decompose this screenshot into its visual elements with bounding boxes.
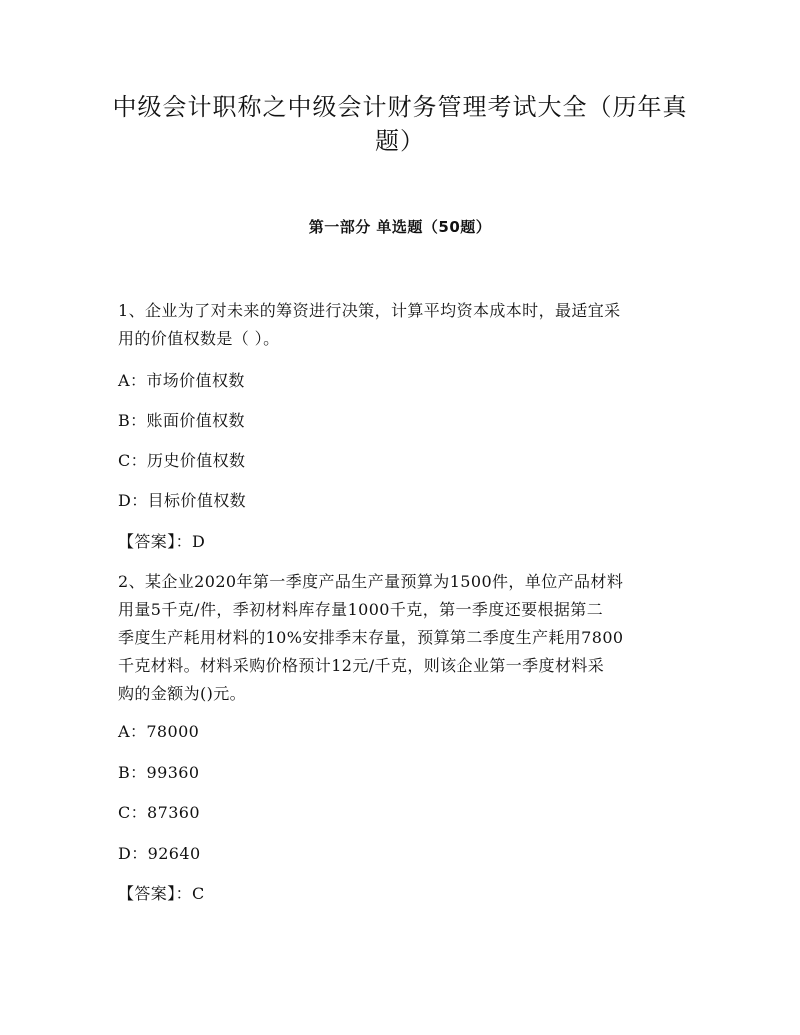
question-1-answer: 【答案】：D: [118, 532, 206, 551]
question-1-option-b: B：账面价值权数: [118, 411, 245, 430]
question-2-option-d: D：92640: [118, 844, 201, 863]
question-1-stem-line-1: 1、企业为了对未来的筹资进行决策，计算平均资本成本时，最适宜采: [118, 301, 621, 320]
question-2-stem-line-1: 2、某企业2020年第一季度产品生产量预算为1500件，单位产品材料: [118, 572, 624, 591]
question-2-stem-line-4: 千克材料。材料采购价格预计12元/千克，则该企业第一季度材料采: [118, 656, 605, 675]
question-2-option-c: C：87360: [118, 803, 200, 822]
question-2-option-b: B：99360: [118, 763, 200, 782]
question-1-stem-line-2: 用的价值权数是（ ）。: [118, 329, 280, 348]
question-2-stem-line-3: 季度生产耗用材料的10%安排季末存量，预算第二季度生产耗用7800: [118, 628, 624, 647]
question-2-stem-line-2: 用量5千克/件，季初材料库存量1000千克，第一季度还要根据第二: [118, 600, 604, 619]
question-2-option-a: A：78000: [118, 722, 200, 741]
question-2-stem-line-5: 购的金额为()元。: [118, 684, 247, 703]
question-1-option-a: A：市场价值权数: [118, 371, 245, 390]
document-title: 中级会计职称之中级会计财务管理考试大全（历年真题）: [112, 93, 688, 155]
question-2-answer: 【答案】：C: [118, 884, 205, 903]
question-1-option-d: D：目标价值权数: [118, 491, 247, 510]
section-heading: 第一部分 单选题（50题）: [308, 218, 492, 236]
question-1-option-c: C：历史价值权数: [118, 451, 246, 470]
